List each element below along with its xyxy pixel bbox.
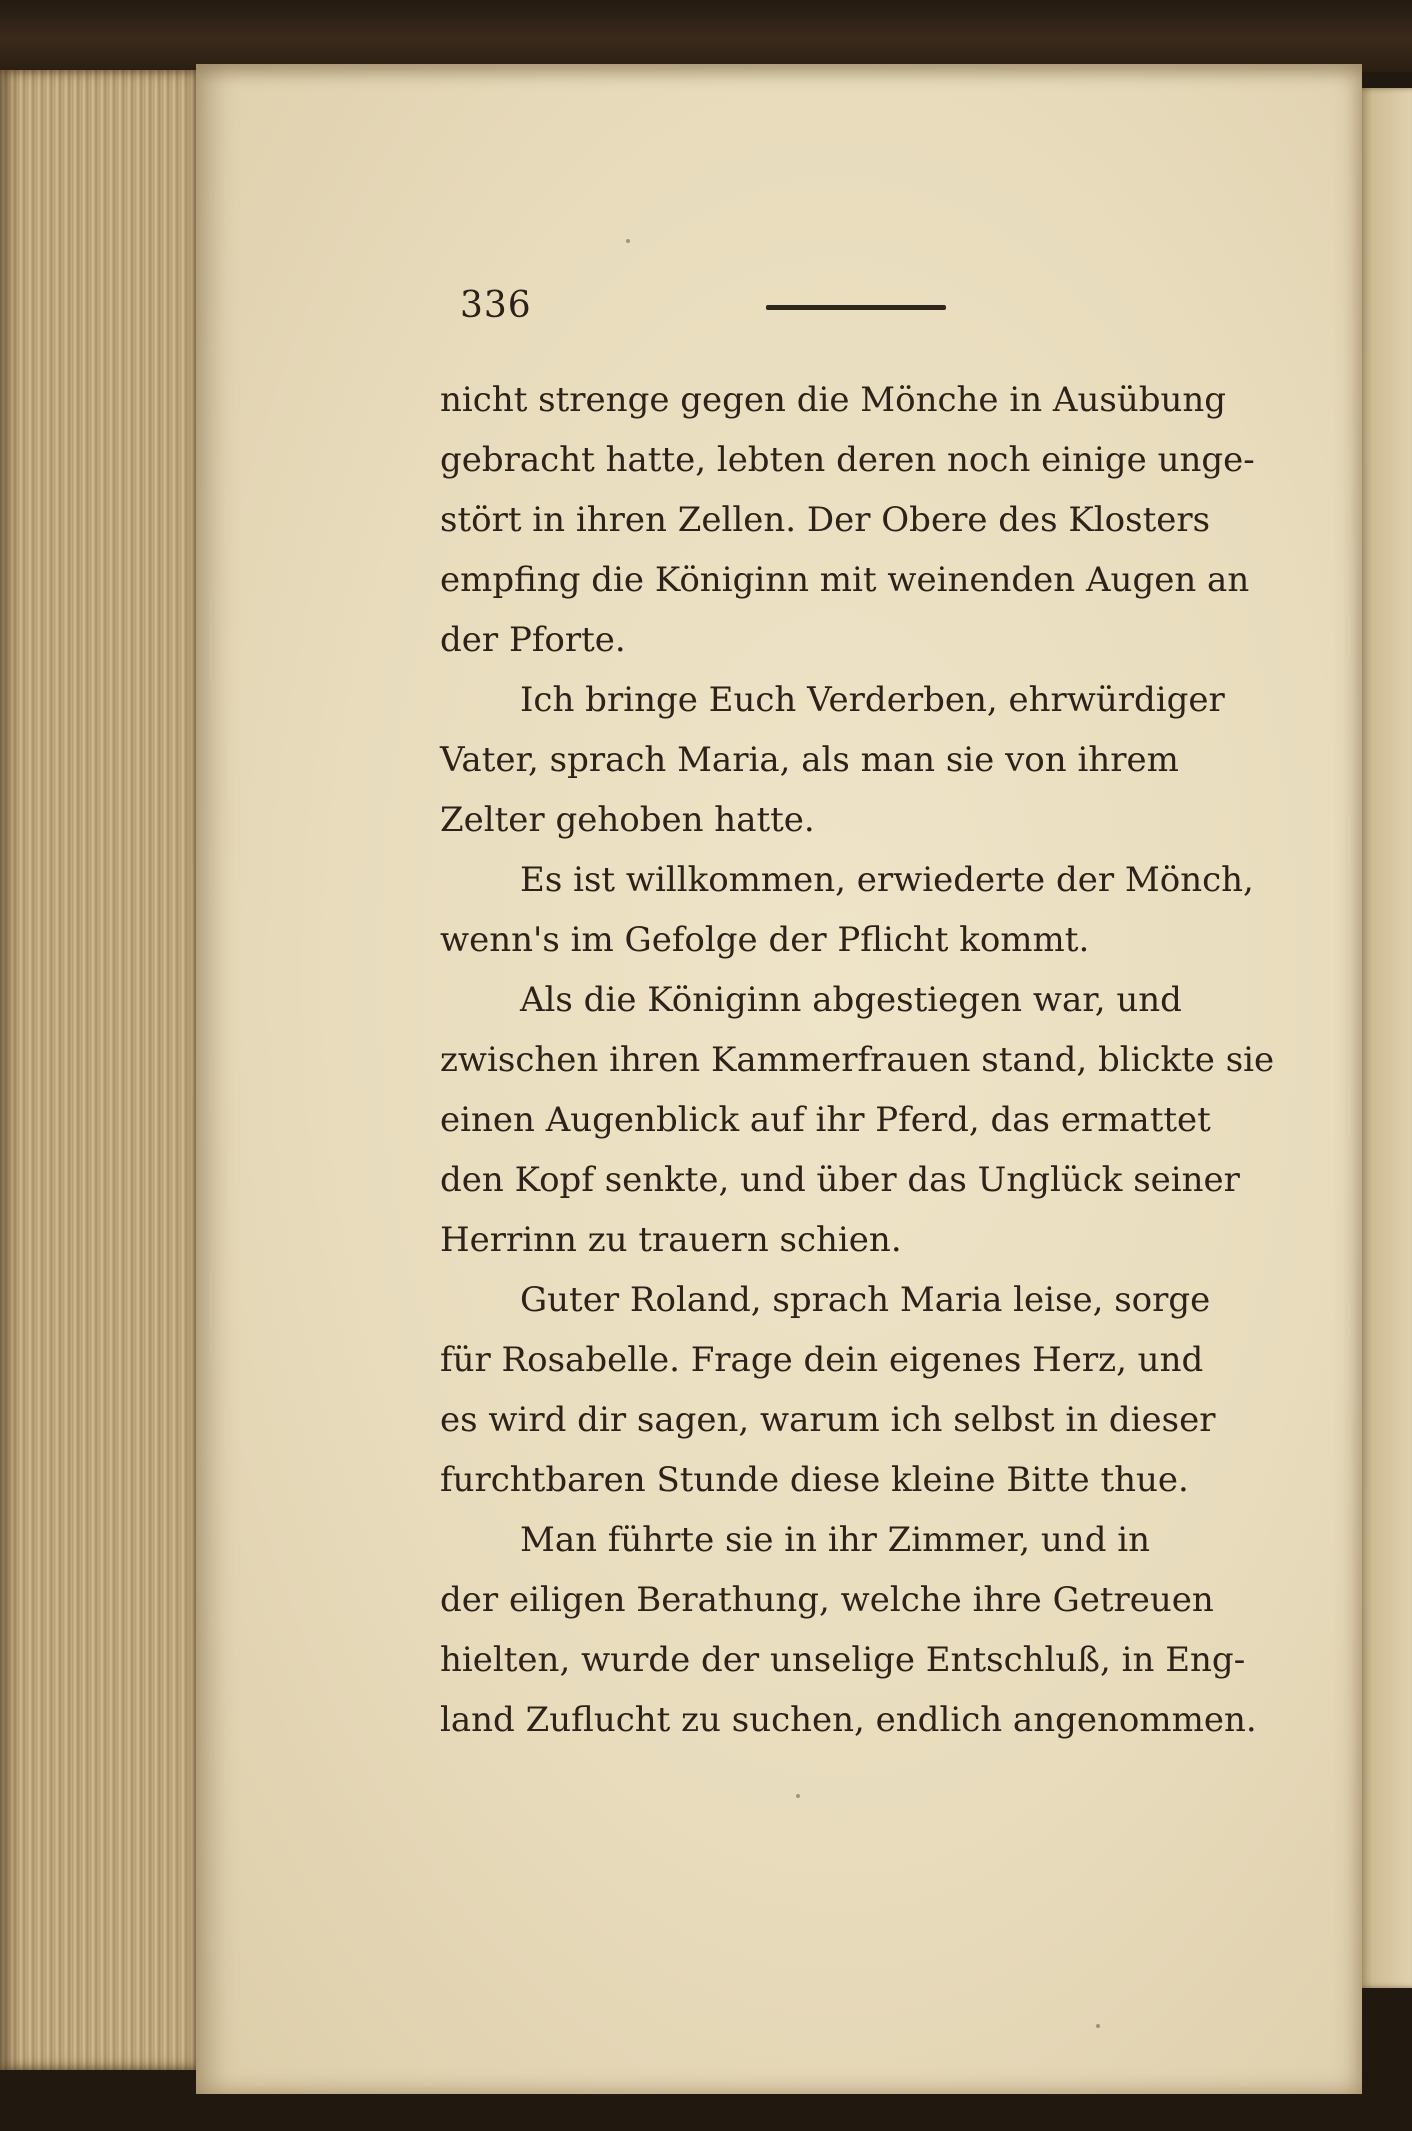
running-header: [460, 285, 980, 335]
text-line: Als die Königinn abgestiegen war, und: [520, 980, 1182, 1020]
text-line: empfing die Königinn mit weinenden Augen an: [440, 560, 1250, 600]
text-line: zwischen ihren Kammerfrauen stand, blickte sie: [440, 1040, 1275, 1080]
paper-speck: [1096, 2024, 1100, 2028]
header-rule: [766, 305, 946, 310]
paragraph: [440, 1510, 1260, 1750]
text-line: furchtbaren Stunde diese kleine Bitte thue.: [440, 1460, 1189, 1500]
text-line: der Pforte.: [440, 620, 626, 660]
text-line: hielten, wurde der unselige Entschluß, in Eng-: [440, 1640, 1246, 1680]
paragraph: [440, 370, 1260, 670]
text-line: stört in ihren Zellen. Der Obere des Klosters: [440, 500, 1211, 540]
page-number: 336: [460, 285, 532, 326]
text-line: es wird dir sagen, warum ich selbst in dieser: [440, 1400, 1216, 1440]
paragraph: [440, 970, 1275, 1270]
text-line: Vater, sprach Maria, als man sie von ihrem: [440, 740, 1179, 780]
text-line: land Zuflucht zu suchen, endlich angenommen.: [440, 1700, 1257, 1740]
page-edges: [0, 70, 200, 2070]
text-line: einen Augenblick auf ihr Pferd, das ermattet: [440, 1100, 1211, 1140]
text-line: Ich bringe Euch Verderben, ehrwürdiger: [520, 680, 1225, 720]
facing-page-edge: [1355, 88, 1412, 1988]
paper-speck: [626, 239, 630, 243]
text-line: Herrinn zu trauern schien.: [440, 1220, 902, 1260]
text-line: nicht strenge gegen die Mönche in Ausübung: [440, 380, 1227, 420]
paragraph: [440, 670, 1260, 850]
text-line: Es ist willkommen, erwiederte der Mönch,: [520, 860, 1254, 900]
text-line: wenn's im Gefolge der Pflicht kommt.: [440, 920, 1090, 960]
paragraph: [440, 1270, 1260, 1510]
text-line: gebracht hatte, lebten deren noch einige unge-: [440, 440, 1255, 480]
text-line: Man führte sie in ihr Zimmer, und in: [520, 1520, 1151, 1560]
book-cover-top: [0, 0, 1412, 72]
paragraph: [440, 850, 1260, 970]
text-line: Zelter gehoben hatte.: [440, 800, 815, 840]
paper-speck: [796, 1794, 800, 1798]
body-text: [440, 370, 1275, 1750]
text-line: der eiligen Berathung, welche ihre Getreuen: [440, 1580, 1214, 1620]
text-line: Guter Roland, sprach Maria leise, sorge: [520, 1280, 1211, 1320]
text-line: für Rosabelle. Frage dein eigenes Herz, und: [440, 1340, 1204, 1380]
text-line: den Kopf senkte, und über das Unglück seiner: [440, 1160, 1240, 1200]
